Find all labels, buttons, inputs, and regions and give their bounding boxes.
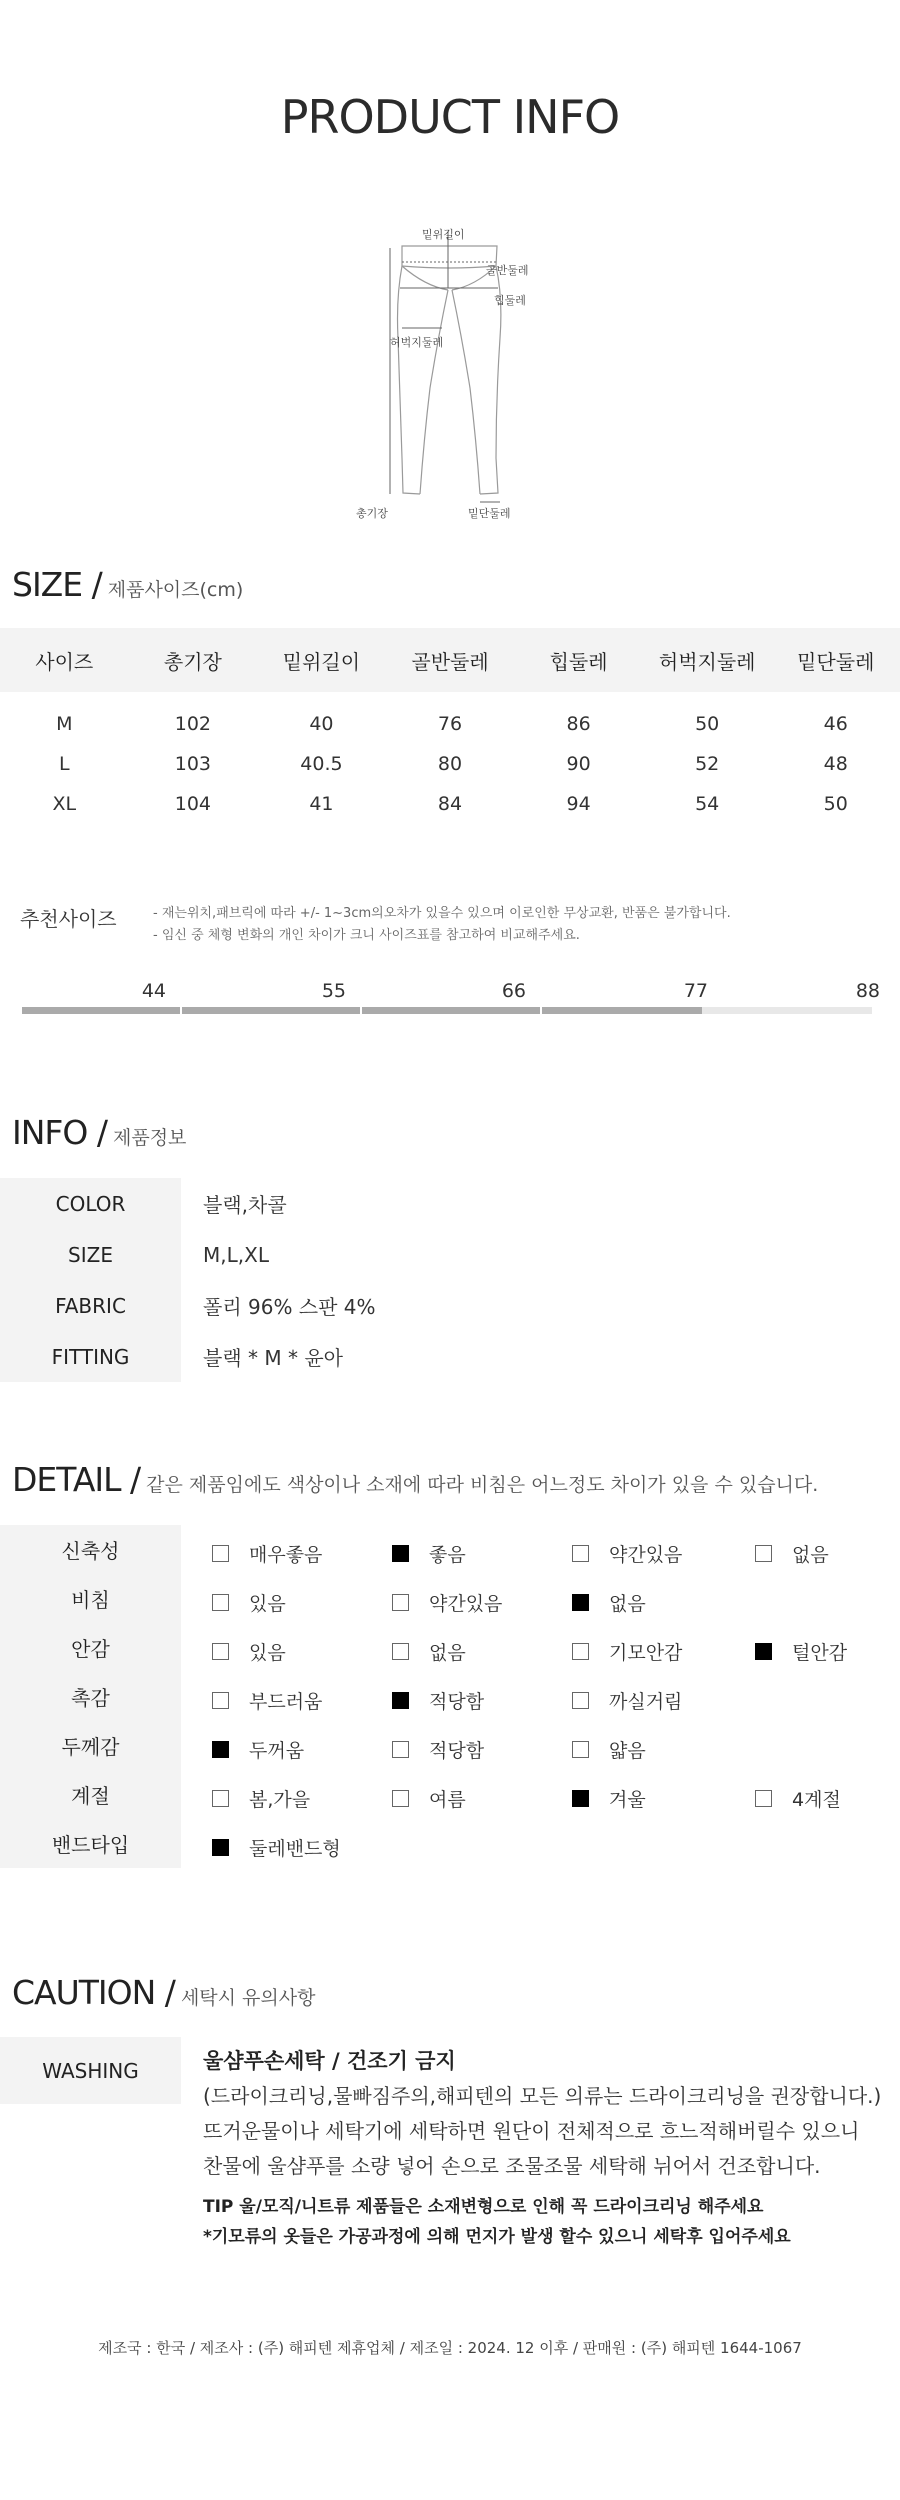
unchecked-box-icon (212, 1545, 229, 1562)
detail-row (0, 1525, 900, 1574)
info-value: 블랙,차콜 (203, 1193, 287, 1217)
detail-option (572, 1785, 646, 1812)
detail-option (212, 1589, 286, 1616)
size-cell: 52 (695, 753, 720, 775)
size-cell: 86 (566, 713, 591, 735)
detail-option-label: 있음 (249, 1642, 286, 1664)
manufacturer-footer: 제조국 : 한국 / 제조사 : (주) 해피텐 제휴업체 / 제조일 : 2024. 12 이후 / 판매원 : (주) 해피텐 1644-1067 (98, 2339, 802, 2357)
unchecked-box-icon (212, 1692, 229, 1709)
detail-option (392, 1540, 466, 1567)
washing-label: WASHING (0, 2037, 181, 2104)
table-row (0, 704, 900, 744)
table-row (0, 784, 900, 824)
recommended-size-note: - 임신 중 체형 변화의 개인 차이가 크니 사이즈표를 참고하여 비교해주세요. (153, 928, 580, 943)
size-cell: 102 (174, 713, 211, 735)
checked-box-icon (392, 1545, 409, 1562)
detail-option-label: 없음 (429, 1642, 466, 1664)
detail-option (212, 1834, 341, 1861)
detail-row (0, 1721, 900, 1770)
info-key: SIZE (0, 1229, 181, 1280)
diagram-label-hip-band: 골반둘레 (486, 264, 529, 277)
unchecked-box-icon (212, 1790, 229, 1807)
detail-row (0, 1672, 900, 1721)
diagram-label-rise: 밑위길이 (422, 228, 465, 241)
unchecked-box-icon (212, 1643, 229, 1660)
detail-option (572, 1687, 682, 1714)
size-scale-divider (360, 1007, 362, 1014)
table-row (0, 744, 900, 784)
detail-option-label: 없음 (792, 1544, 829, 1566)
unchecked-box-icon (392, 1790, 409, 1807)
caution-subheading: 세탁시 유의사항 (180, 1987, 316, 2009)
checked-box-icon (212, 1839, 229, 1856)
detail-key: 두께감 (0, 1721, 181, 1770)
size-table (0, 628, 900, 824)
unchecked-box-icon (755, 1790, 772, 1807)
unchecked-box-icon (572, 1741, 589, 1758)
detail-option-label: 둘레밴드형 (249, 1838, 341, 1860)
size-col-header: 힙둘레 (549, 649, 608, 674)
size-col-header: 총기장 (163, 649, 222, 674)
detail-option-label: 매우좋음 (249, 1544, 323, 1566)
detail-option-label: 적당함 (429, 1740, 485, 1762)
size-scale-bar (22, 1007, 872, 1014)
size-cell: 50 (823, 793, 848, 815)
info-value: M,L,XL (203, 1242, 269, 1267)
diagram-label-hip: 힙둘레 (494, 294, 526, 307)
detail-option-label: 없음 (609, 1593, 646, 1615)
size-scale-label: 77 (683, 980, 708, 1002)
size-scale-divider (180, 1007, 182, 1014)
detail-option (755, 1638, 847, 1665)
detail-option (392, 1736, 484, 1763)
size-cell: 41 (309, 793, 334, 815)
info-subheading: 제품정보 (112, 1127, 187, 1149)
detail-key: 신축성 (0, 1525, 181, 1574)
size-cell: 46 (823, 713, 848, 735)
detail-option-label: 약간있음 (609, 1544, 683, 1566)
detail-option (755, 1785, 841, 1812)
detail-row (0, 1574, 900, 1623)
info-section-heading (12, 1113, 186, 1152)
detail-option (212, 1540, 322, 1567)
unchecked-box-icon (755, 1545, 772, 1562)
unchecked-box-icon (572, 1643, 589, 1660)
detail-option (572, 1589, 646, 1616)
unchecked-box-icon (572, 1545, 589, 1562)
info-key: COLOR (0, 1178, 181, 1229)
diagram-label-hem: 밑단둘레 (468, 507, 511, 520)
size-table-header (0, 628, 900, 692)
detail-table (0, 1525, 900, 1868)
detail-key: 촉감 (0, 1672, 181, 1721)
checked-box-icon (755, 1643, 772, 1660)
diagram-label-length: 총기장 (356, 507, 388, 520)
recommended-size-label: 추천사이즈 (20, 907, 117, 931)
size-cell: M (56, 713, 73, 735)
size-col-header: 밑단둘레 (797, 649, 875, 674)
detail-option-label: 털안감 (792, 1642, 848, 1664)
info-table (0, 1178, 900, 1382)
info-heading: INFO / (12, 1113, 107, 1152)
size-scale-label: 44 (141, 980, 166, 1002)
info-row-color (0, 1178, 900, 1229)
detail-option (755, 1540, 829, 1567)
washing-instruction-title: 울샴푸손세탁 / 건조기 금지 (203, 2049, 456, 2073)
unchecked-box-icon (392, 1741, 409, 1758)
info-key: FABRIC (0, 1280, 181, 1331)
checked-box-icon (212, 1741, 229, 1758)
size-cell: 40 (309, 713, 334, 735)
size-scale-labels (22, 980, 880, 1006)
detail-key: 안감 (0, 1623, 181, 1672)
washing-tip: TIP 울/모직/니트류 제품들은 소재변형으로 인해 꼭 드라이크리닝 해주세요 (203, 2197, 764, 2217)
size-scale-label: 55 (321, 980, 346, 1002)
detail-option (392, 1785, 466, 1812)
detail-option-label: 4계절 (792, 1789, 841, 1811)
detail-option (212, 1736, 304, 1763)
detail-option-label: 적당함 (429, 1691, 485, 1713)
size-section-heading (12, 565, 243, 604)
detail-row (0, 1819, 900, 1868)
size-cell: 104 (174, 793, 211, 815)
detail-option (212, 1687, 322, 1714)
detail-option (572, 1638, 682, 1665)
size-cell: 80 (437, 753, 463, 775)
pants-measurement-diagram (340, 218, 540, 523)
detail-row (0, 1623, 900, 1672)
unchecked-box-icon (392, 1594, 409, 1611)
info-row-fitting (0, 1331, 900, 1382)
unchecked-box-icon (572, 1692, 589, 1709)
detail-option-label: 두꺼움 (249, 1740, 305, 1762)
size-col-header: 밑위길이 (282, 649, 361, 674)
detail-option (392, 1638, 466, 1665)
detail-option (212, 1638, 286, 1665)
detail-option-label: 약간있음 (429, 1593, 503, 1615)
info-key: FITTING (0, 1331, 181, 1382)
detail-key: 계절 (0, 1770, 181, 1819)
checked-box-icon (572, 1594, 589, 1611)
detail-option (572, 1736, 646, 1763)
size-cell: XL (52, 793, 77, 815)
detail-key: 비침 (0, 1574, 181, 1623)
caution-section-heading (12, 1973, 315, 2012)
size-scale-fill (22, 1007, 702, 1014)
detail-option (392, 1589, 502, 1616)
detail-key: 밴드타입 (0, 1819, 181, 1868)
size-subheading: 제품사이즈(cm) (107, 579, 244, 601)
size-cell: 40.5 (300, 753, 343, 775)
size-cell: 84 (437, 793, 463, 815)
detail-option-label: 봄,가을 (249, 1789, 311, 1811)
detail-option-label: 얇음 (609, 1740, 646, 1762)
checked-box-icon (392, 1692, 409, 1709)
size-col-header: 허벅지둘레 (658, 649, 756, 674)
size-cell: L (58, 753, 70, 775)
recommended-size-note: - 재는위치,패브릭에 따라 +/- 1~3cm의오차가 있을수 있으며 이로인한 무상교환, 반품은 불가합니다. (153, 906, 731, 921)
size-scale-divider (540, 1007, 542, 1014)
caution-heading: CAUTION / (12, 1973, 175, 2012)
info-value: 블랙 * M * 윤아 (203, 1346, 343, 1370)
washing-instruction-line: 찬물에 울샴푸를 소량 넣어 손으로 조물조물 세탁해 뉘어서 건조합니다. (203, 2154, 821, 2178)
detail-section-heading (12, 1460, 818, 1499)
unchecked-box-icon (212, 1594, 229, 1611)
size-col-header: 골반둘레 (411, 649, 489, 674)
size-cell: 90 (566, 753, 591, 775)
size-cell: 48 (823, 753, 848, 775)
detail-option-label: 기모안감 (609, 1642, 683, 1664)
size-col-header: 사이즈 (35, 649, 94, 674)
detail-option (392, 1687, 484, 1714)
detail-heading: DETAIL / (12, 1460, 141, 1499)
size-cell: 94 (566, 793, 591, 815)
detail-option-label: 까실거림 (609, 1691, 683, 1713)
detail-row (0, 1770, 900, 1819)
detail-option (212, 1785, 310, 1812)
detail-option (572, 1540, 682, 1567)
detail-option-label: 있음 (249, 1593, 286, 1615)
washing-instruction-line: 뜨거운물이나 세탁기에 세탁하면 원단이 전체적으로 흐느적해버릴수 있으니 (203, 2119, 860, 2143)
checked-box-icon (572, 1790, 589, 1807)
size-cell: 54 (695, 793, 720, 815)
detail-option-label: 겨울 (609, 1789, 646, 1811)
detail-option-label: 여름 (429, 1789, 466, 1811)
page-title: PRODUCT INFO (280, 90, 620, 144)
size-scale-label: 88 (855, 980, 880, 1002)
size-scale-label: 66 (501, 980, 526, 1002)
size-heading: SIZE / (12, 565, 102, 604)
detail-subheading: 같은 제품임에도 색상이나 소재에 따라 비침은 어느정도 차이가 있을 수 있습니다. (146, 1474, 819, 1496)
info-value: 폴리 96% 스판 4% (203, 1295, 376, 1319)
unchecked-box-icon (392, 1643, 409, 1660)
size-cell: 76 (437, 713, 463, 735)
size-cell: 103 (174, 753, 211, 775)
size-cell: 50 (695, 713, 720, 735)
info-row-fabric (0, 1280, 900, 1331)
detail-option-label: 부드러움 (249, 1691, 323, 1713)
washing-instruction-line: (드라이크리닝,물빠짐주의,해피텐의 모든 의류는 드라이크리닝을 권장합니다.) (203, 2084, 882, 2108)
washing-tip: *기모류의 옷들은 가공과정에 의해 먼지가 발생 할수 있으니 세탁후 입어주세요 (203, 2227, 791, 2247)
info-row-size (0, 1229, 900, 1280)
diagram-label-thigh: 허벅지둘레 (390, 336, 444, 349)
detail-option-label: 좋음 (429, 1544, 466, 1566)
